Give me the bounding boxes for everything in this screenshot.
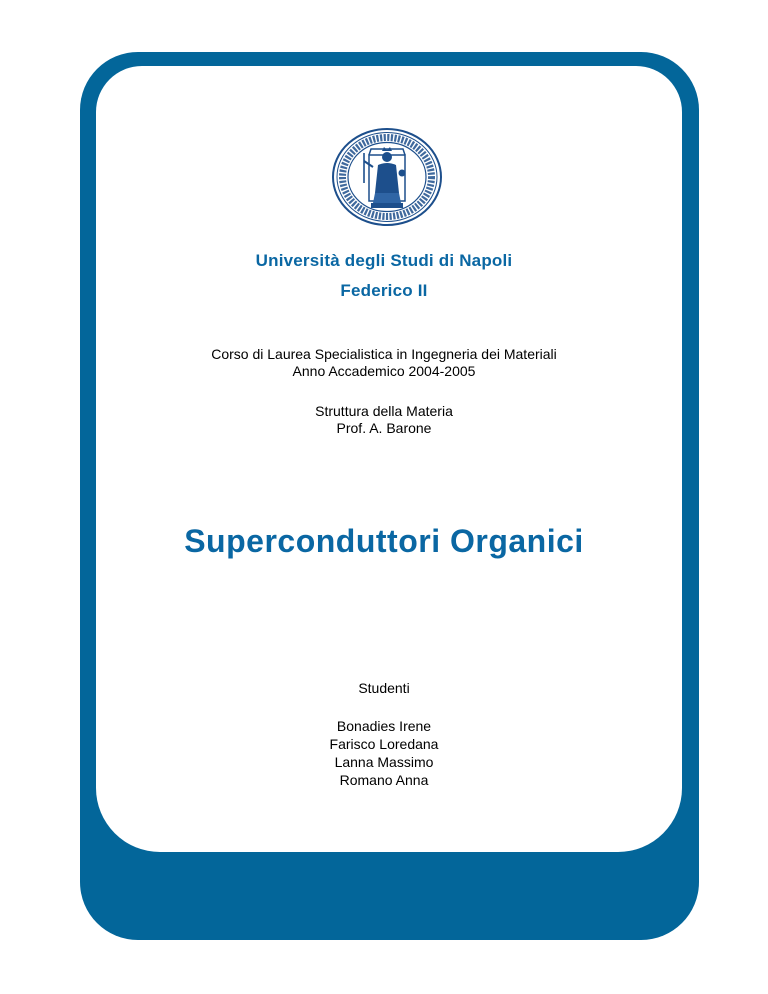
course-program: Corso di Laurea Specialistica in Ingegneria dei Materiali: [211, 346, 557, 362]
students-heading: Studenti: [358, 680, 410, 696]
student-name: Farisco Loredana: [329, 736, 439, 752]
university-name-line1: Università degli Studi di Napoli: [255, 251, 513, 270]
university-seal-icon: [331, 127, 443, 227]
document-title: Superconduttori Organici: [184, 523, 584, 559]
university-name-line2: Federico II: [340, 281, 428, 300]
student-name: Romano Anna: [339, 772, 429, 788]
academic-year: Anno Accademico 2004-2005: [292, 363, 476, 379]
course-subject: Struttura della Materia: [315, 403, 453, 419]
professor: Prof. A. Barone: [336, 420, 432, 436]
student-name: Lanna Massimo: [334, 754, 434, 770]
student-name: Bonadies Irene: [336, 718, 432, 734]
